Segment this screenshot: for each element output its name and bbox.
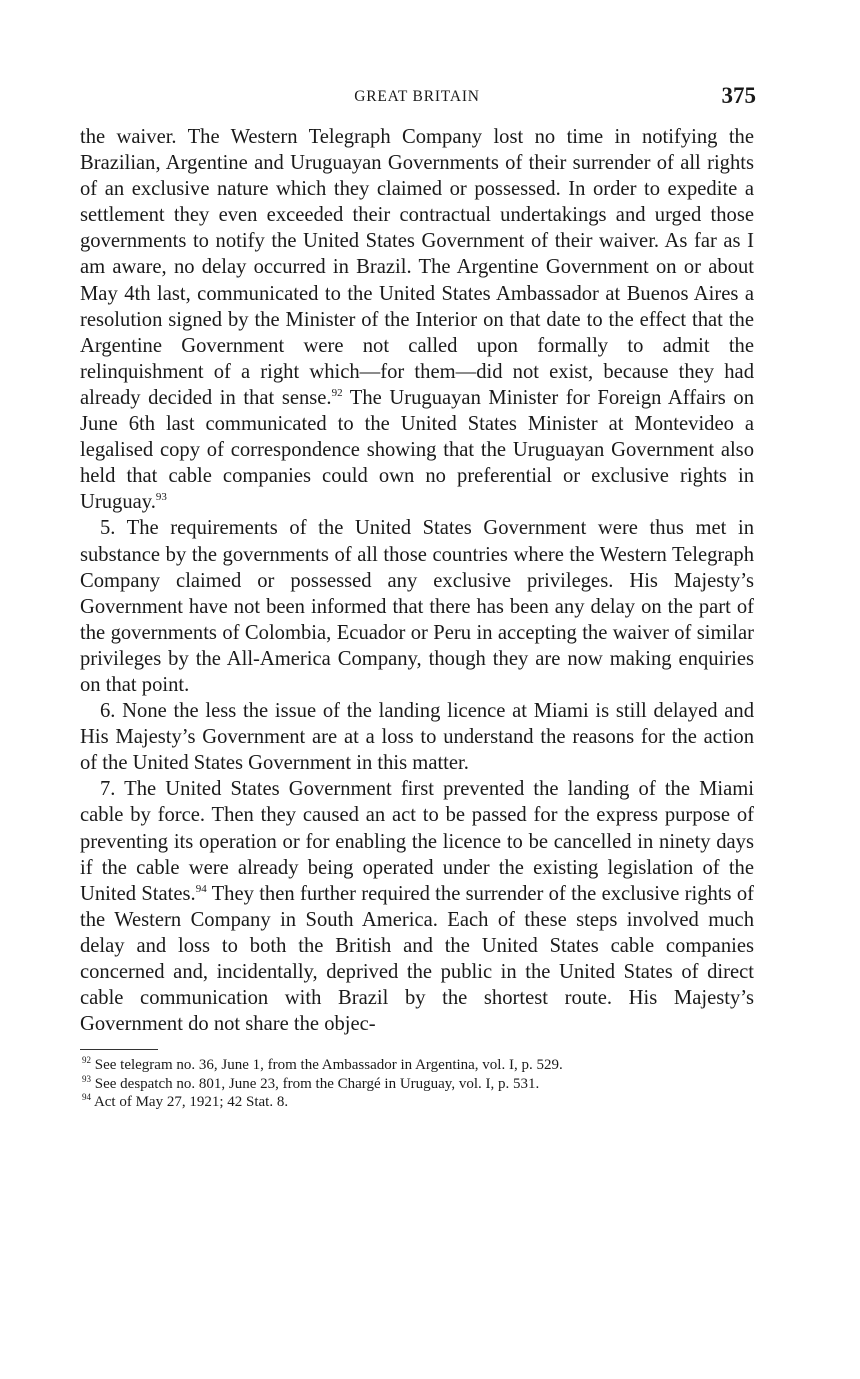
footnote-ref-92: 92 — [331, 386, 343, 399]
paragraph-5 — [80, 515, 754, 698]
footnote-text: See despatch no. 801, June 23, from the Chargé in Uruguay, vol. I, p. 531. — [94, 1075, 540, 1092]
paragraph-7 — [80, 776, 754, 1037]
footnote-94 — [80, 1092, 754, 1111]
footnote-text: See telegram no. 36, June 1, from the Ambassador in Argentina, vol. I, p. 529. — [94, 1057, 563, 1074]
footnote-ref-93: 93 — [155, 491, 167, 504]
text-segment: 7. The United States Government first prevented the landing of the Miami cable by force. Then they caused an act to be passed for the express purpose of preventing its operation or for enabling the licence to be cancelled in ninety days if the cable were already being operated under the existing legislation of the United States. — [80, 778, 754, 905]
text-segment: They then further required the surrender of the exclusive rights of the Western Company in South America. Each of these steps involved much delay and loss to both the British and the United States cable companies concerned and, incidentally, deprived the public in the United States of direct cable communication with Brazil by the shortest route. His Majesty’s Government do not share the objec- — [80, 882, 754, 1036]
document-page — [80, 83, 756, 1114]
text-segment: The Uruguayan Minister for Foreign Affairs on June 6th last communicated to the United States Minister at Montevideo a legalised copy of correspondence showing that the Uruguayan Government also held that cable companies could own no preferential or exclusive rights in Uruguay. — [80, 386, 754, 514]
paragraph-6 — [80, 698, 754, 776]
text-segment: the waiver. The Western Telegraph Company lost no time in notifying the Brazilian, Argentine and Uruguayan Governments of their surrender of all rights of an exclusive nature which they claimed or possessed. In order to expedite a settlement they even exceeded their contractual undertakings and urged those governments to notify the United States Government of their waiver. As far as I am aware, no delay occurred in Brazil. The Argentine Government on or about May 4th last, communicated to the United States Ambassador at Buenos Aires a resolution signed by the Minister of the Interior on that date to the effect that the Argentine Government were not called upon formally to admit the relinquishment of a right which—for them—did not exist, because they had already decided in that sense. — [80, 126, 754, 409]
footnote-number: 94 — [82, 1092, 91, 1103]
body-text — [80, 124, 754, 1037]
footnote-92 — [80, 1055, 754, 1074]
footnote-93 — [80, 1073, 754, 1093]
text-segment: 5. The requirements of the United States Government were thus met in substance by the governments of all those countries where the Western Telegraph Company claimed or possessed any exclusive privileges. His Majesty’s Government have not been informed that there has been any delay on the part of the governments of Colombia, Ecuador or Peru in accepting the waiver of similar privileges by the All-America Company, though they are now making enquiries on that point. — [80, 517, 754, 696]
footnote-divider — [80, 1049, 158, 1050]
running-head — [80, 83, 756, 122]
text-segment: 6. None the less the issue of the landing licence at Miami is still delayed and His Majesty’s Government are at a loss to understand the reasons for the action of the United States Government in this matter. — [80, 700, 754, 775]
running-title: GREAT BRITAIN — [354, 88, 480, 105]
paragraph-continuation — [80, 124, 754, 515]
footnote-number: 92 — [82, 1055, 91, 1066]
footnote-ref-94: 94 — [195, 882, 207, 895]
footnote-number: 93 — [82, 1073, 91, 1084]
footnotes — [80, 1055, 754, 1111]
page-number: 375 — [721, 83, 756, 108]
footnote-text: Act of May 27, 1921; 42 Stat. 8. — [93, 1094, 289, 1111]
